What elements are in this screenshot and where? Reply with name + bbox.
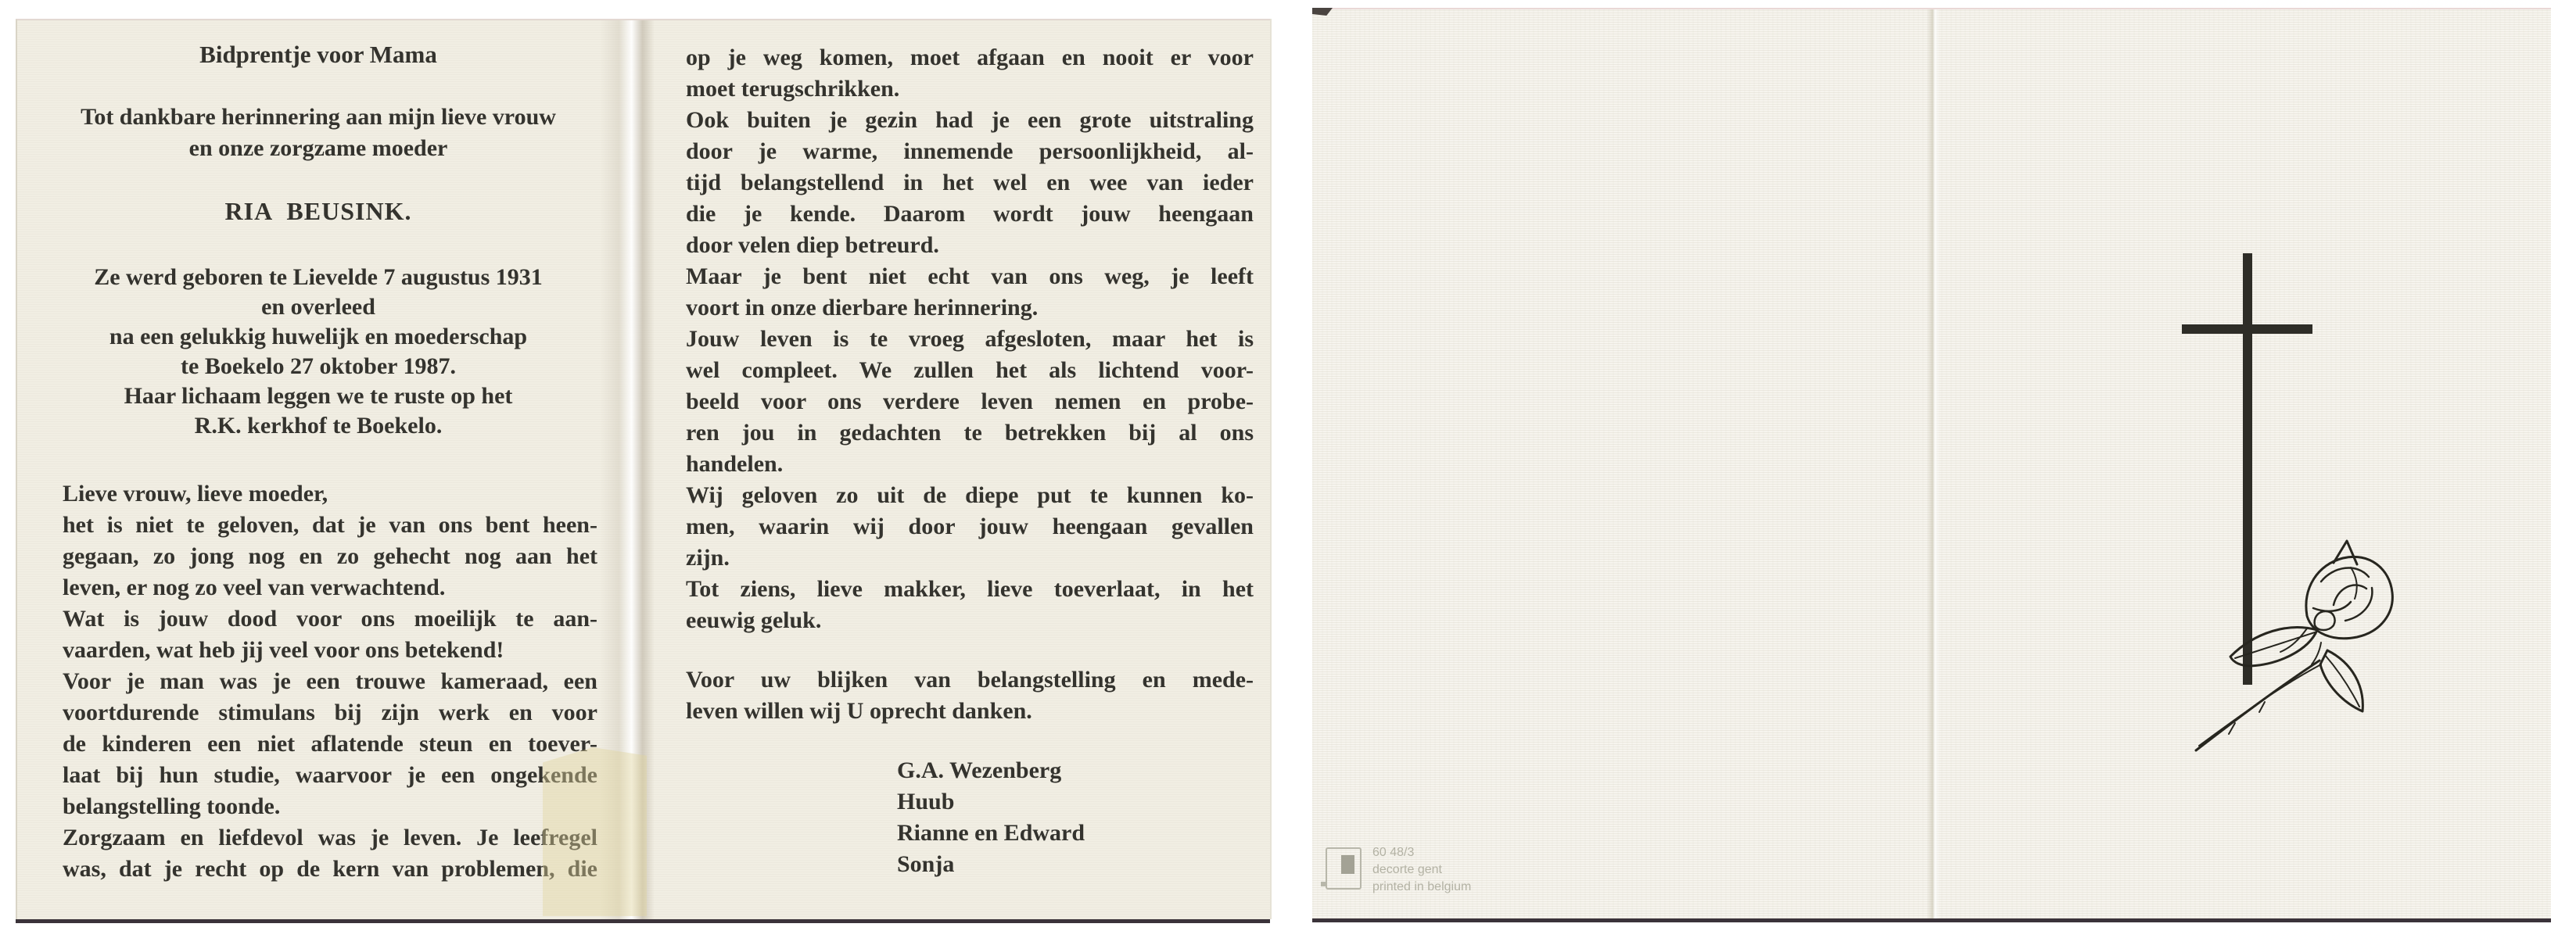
text-line: beeld voor ons verdere leven nemen en probe-	[686, 388, 1254, 414]
fold-crease	[1927, 9, 1939, 918]
text-line: vaarden, wat heb jij veel voor ons betekend!	[63, 637, 504, 663]
printer-logo-icon	[1326, 847, 1362, 890]
text-line: gegaan, zo jong nog en zo gehecht nog aan het	[63, 543, 597, 569]
text-line: Ze werd geboren te Lievelde 7 augustus 1931	[94, 264, 543, 290]
text-line: belangstelling toonde.	[63, 793, 281, 819]
printer-code: 60 48/3	[1372, 846, 1415, 859]
text-line: door je warme, innemende persoonlijkheid, al-	[686, 138, 1254, 164]
left-card-scan	[16, 19, 1270, 919]
text-line: Maar je bent niet echt van ons weg, je leeft	[686, 263, 1254, 289]
text-line: die je kende. Daarom wordt jouw heengaan	[686, 201, 1254, 227]
text-line: na een gelukkig huwelijk en moederschap	[109, 324, 528, 349]
family-signatures	[897, 755, 1225, 880]
intro-text	[41, 102, 596, 164]
text-line: leven, er nog zo veel van verwachtend.	[63, 575, 446, 600]
scan-blemish	[1312, 8, 1333, 16]
text-line: door velen diep betreurd.	[686, 232, 939, 258]
text-line: voortdurende stimulans bij zijn werk en voor	[63, 700, 597, 725]
text-line: Zorgzaam en liefdevol was je leven. Je leefregel	[63, 825, 597, 850]
text-line: Ook buiten je gezin had je een grote uitstraling	[686, 107, 1254, 133]
latin-cross-icon	[2182, 324, 2312, 334]
text-line: het is niet te geloven, dat je van ons bent heen-	[63, 512, 597, 538]
text-line: ren jou in gedachten te betrekken bij al ons	[686, 420, 1254, 446]
text-line: de kinderen een niet aflatende steun en toever-	[63, 731, 597, 757]
text-line: Voor je man was je een trouwe kameraad, een	[63, 668, 597, 694]
text-line: was, dat je recht op de kern van problemen, die	[63, 856, 597, 882]
card-title: Bidprentje voor Mama	[199, 41, 437, 68]
text-line: laat bij hun studie, waarvoor je een ongekende	[63, 762, 597, 788]
text-line: G.A. Wezenberg	[897, 757, 1062, 783]
text-line: Haar lichaam leggen we te ruste op het	[124, 383, 513, 409]
text-line: Rianne en Edward	[897, 820, 1085, 846]
memorial-text-column-1	[63, 478, 597, 885]
memorial-text-column-2	[686, 42, 1254, 727]
text-line: Sonja	[897, 851, 955, 877]
text-line: eeuwig geluk.	[686, 607, 822, 633]
text-line: R.K. kerkhof te Boekelo.	[194, 413, 443, 439]
text-line: Tot ziens, lieve makker, lieve toeverlaat, in het	[686, 576, 1254, 602]
text-line: Wij geloven zo uit de diepe put te kunnen ko-	[686, 482, 1254, 508]
text-line: Lieve vrouw, lieve moeder,	[63, 481, 328, 507]
printer-name: decorte gent	[1372, 863, 1442, 876]
rose-sketch-icon	[2190, 533, 2456, 760]
text-line: Jouw leven is te vroeg afgesloten, maar het is	[686, 326, 1254, 352]
deceased-name: RIA BEUSINK.	[224, 197, 412, 225]
right-card-scan	[1312, 8, 2551, 918]
text-line: en onze zorgzame moeder	[188, 135, 448, 161]
text-line: en overleed	[261, 294, 375, 320]
text-line: leven willen wij U oprecht danken.	[686, 698, 1032, 724]
text-line: te Boekelo 27 oktober 1987.	[181, 353, 456, 379]
text-line: handelen.	[686, 451, 784, 477]
text-line: Tot dankbare herinnering aan mijn lieve vrouw	[81, 104, 556, 130]
text-line: tijd belangstellend in het wel en wee van ieder	[686, 170, 1254, 195]
text-line: wel compleet. We zullen het als lichtend voor-	[686, 357, 1254, 383]
text-line: op je weg komen, moet afgaan en nooit er voor	[686, 45, 1254, 70]
birth-death-text	[41, 263, 596, 441]
tape-residue	[543, 747, 647, 916]
text-line: voort in onze dierbare herinnering.	[686, 295, 1039, 320]
printer-origin: printed in belgium	[1372, 880, 1472, 893]
text-line: men, waarin wij door jouw heengaan gevallen	[686, 514, 1254, 539]
text-line: moet terugschrikken.	[686, 76, 900, 102]
text-line: zijn.	[686, 545, 730, 571]
text-line: Huub	[897, 789, 955, 814]
text-line: Voor uw blijken van belangstelling en mede-	[686, 667, 1254, 693]
text-line: Wat is jouw dood voor ons moeilijk te aan-	[63, 606, 597, 632]
